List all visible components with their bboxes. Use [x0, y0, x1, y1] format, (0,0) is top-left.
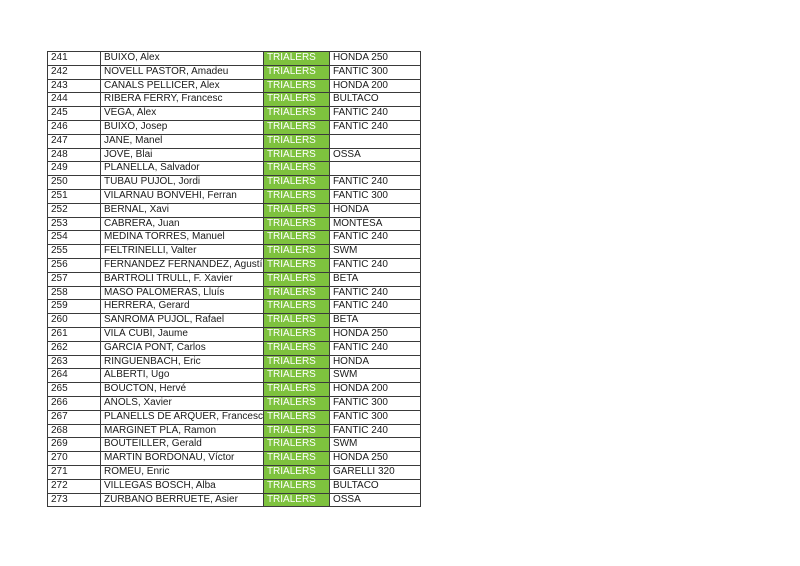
category-cell: TRIALERS: [263, 327, 329, 341]
rider-name-cell: ZURBANO BERRUETE, Asier: [101, 493, 264, 507]
motorcycle-cell: BETA: [329, 314, 420, 328]
category-cell: TRIALERS: [263, 300, 329, 314]
category-cell: TRIALERS: [263, 438, 329, 452]
rider-name-cell: JOVÉ, Blai: [101, 148, 264, 162]
motorcycle-cell: FANTIC 300: [329, 410, 420, 424]
category-cell: TRIALERS: [263, 424, 329, 438]
rider-number-cell: 270: [48, 452, 101, 466]
motorcycle-cell: HONDA: [329, 355, 420, 369]
table-row: [48, 355, 421, 369]
motorcycle-cell: HONDA 250: [329, 327, 420, 341]
table-row: [48, 493, 421, 507]
rider-name-cell: RINGUENBACH, Eric: [101, 355, 264, 369]
rider-number-cell: 249: [48, 162, 101, 176]
rider-number-cell: 262: [48, 341, 101, 355]
table-row: [48, 65, 421, 79]
rider-table: [47, 51, 421, 507]
motorcycle-cell: HONDA 200: [329, 383, 420, 397]
table-row: [48, 314, 421, 328]
motorcycle-cell: HONDA 200: [329, 79, 420, 93]
category-cell: TRIALERS: [263, 189, 329, 203]
motorcycle-cell: FANTIC 300: [329, 189, 420, 203]
rider-number-cell: 254: [48, 231, 101, 245]
motorcycle-cell: FANTIC 240: [329, 258, 420, 272]
rider-table-body: [48, 52, 421, 507]
rider-name-cell: GARCIA PONT, Carlos: [101, 341, 264, 355]
category-cell: TRIALERS: [263, 162, 329, 176]
table-row: [48, 452, 421, 466]
category-cell: TRIALERS: [263, 120, 329, 134]
rider-name-cell: FELTRINELLI, Valter: [101, 245, 264, 259]
rider-number-cell: 259: [48, 300, 101, 314]
rider-name-cell: VEGA, Alex: [101, 107, 264, 121]
motorcycle-cell: SWM: [329, 369, 420, 383]
category-cell: TRIALERS: [263, 258, 329, 272]
rider-number-cell: 257: [48, 272, 101, 286]
motorcycle-cell: [329, 162, 420, 176]
rider-number-cell: 258: [48, 286, 101, 300]
motorcycle-cell: SWM: [329, 245, 420, 259]
motorcycle-cell: HONDA: [329, 203, 420, 217]
table-row: [48, 176, 421, 190]
category-cell: TRIALERS: [263, 79, 329, 93]
motorcycle-cell: BULTACO: [329, 479, 420, 493]
table-row: [48, 79, 421, 93]
table-row: [48, 396, 421, 410]
table-row: [48, 369, 421, 383]
category-cell: TRIALERS: [263, 341, 329, 355]
category-cell: TRIALERS: [263, 272, 329, 286]
rider-number-cell: 251: [48, 189, 101, 203]
motorcycle-cell: FANTIC 240: [329, 286, 420, 300]
category-cell: TRIALERS: [263, 134, 329, 148]
motorcycle-cell: FANTIC 300: [329, 396, 420, 410]
rider-number-cell: 263: [48, 355, 101, 369]
category-cell: TRIALERS: [263, 479, 329, 493]
table-row: [48, 134, 421, 148]
rider-name-cell: VILLEGAS BOSCH, Alba: [101, 479, 264, 493]
rider-number-cell: 253: [48, 217, 101, 231]
table-row: [48, 479, 421, 493]
rider-number-cell: 255: [48, 245, 101, 259]
table-row: [48, 93, 421, 107]
table-row: [48, 327, 421, 341]
rider-number-cell: 266: [48, 396, 101, 410]
rider-name-cell: BERNAL, Xavi: [101, 203, 264, 217]
rider-name-cell: CABRERA, Juan: [101, 217, 264, 231]
rider-name-cell: PLANELLS DE ARQUER, Francesc: [101, 410, 264, 424]
rider-number-cell: 248: [48, 148, 101, 162]
category-cell: TRIALERS: [263, 52, 329, 66]
table-row: [48, 438, 421, 452]
rider-number-cell: 250: [48, 176, 101, 190]
rider-number-cell: 256: [48, 258, 101, 272]
table-row: [48, 341, 421, 355]
category-cell: TRIALERS: [263, 369, 329, 383]
table-row: [48, 231, 421, 245]
rider-number-cell: 260: [48, 314, 101, 328]
table-row: [48, 245, 421, 259]
rider-number-cell: 243: [48, 79, 101, 93]
rider-name-cell: NOVELL PASTOR, Amadeu: [101, 65, 264, 79]
rider-number-cell: 244: [48, 93, 101, 107]
category-cell: TRIALERS: [263, 383, 329, 397]
category-cell: TRIALERS: [263, 493, 329, 507]
category-cell: TRIALERS: [263, 217, 329, 231]
rider-number-cell: 272: [48, 479, 101, 493]
motorcycle-cell: [329, 134, 420, 148]
rider-name-cell: HERRERA, Gerard: [101, 300, 264, 314]
table-row: [48, 217, 421, 231]
rider-number-cell: 269: [48, 438, 101, 452]
rider-number-cell: 273: [48, 493, 101, 507]
table-row: [48, 189, 421, 203]
rider-name-cell: MEDINA TORRES, Manuel: [101, 231, 264, 245]
rider-name-cell: ROMEU, Enric: [101, 465, 264, 479]
rider-name-cell: JANÉ, Manel: [101, 134, 264, 148]
table-row: [48, 258, 421, 272]
table-row: [48, 465, 421, 479]
category-cell: TRIALERS: [263, 410, 329, 424]
rider-name-cell: MARGINET PLÀ, Ramon: [101, 424, 264, 438]
rider-number-cell: 247: [48, 134, 101, 148]
category-cell: TRIALERS: [263, 355, 329, 369]
table-row: [48, 52, 421, 66]
rider-number-cell: 268: [48, 424, 101, 438]
motorcycle-cell: BULTACO: [329, 93, 420, 107]
rider-name-cell: BOUCTON, Hervé: [101, 383, 264, 397]
motorcycle-cell: SWM: [329, 438, 420, 452]
rider-name-cell: FERNANDEZ FERNANDEZ, Agustí: [101, 258, 264, 272]
rider-name-cell: VILÀ CUBÍ, Jaume: [101, 327, 264, 341]
motorcycle-cell: FANTIC 240: [329, 120, 420, 134]
motorcycle-cell: OSSA: [329, 493, 420, 507]
table-row: [48, 120, 421, 134]
category-cell: TRIALERS: [263, 286, 329, 300]
category-cell: TRIALERS: [263, 176, 329, 190]
rider-number-cell: 241: [48, 52, 101, 66]
motorcycle-cell: HONDA 250: [329, 452, 420, 466]
rider-name-cell: BARTROLI TRULL, F. Xavier: [101, 272, 264, 286]
category-cell: TRIALERS: [263, 245, 329, 259]
rider-number-cell: 264: [48, 369, 101, 383]
motorcycle-cell: FANTIC 240: [329, 231, 420, 245]
rider-name-cell: VILARNAU BONVEHI, Ferran: [101, 189, 264, 203]
rider-name-cell: BUIXÓ, Josep: [101, 120, 264, 134]
table-row: [48, 424, 421, 438]
rider-number-cell: 246: [48, 120, 101, 134]
rider-name-cell: SANROMÀ PUJOL, Rafael: [101, 314, 264, 328]
rider-name-cell: AÑOLS, Xavier: [101, 396, 264, 410]
category-cell: TRIALERS: [263, 148, 329, 162]
table-row: [48, 272, 421, 286]
rider-name-cell: RIBERA FERRY, Francesc: [101, 93, 264, 107]
motorcycle-cell: GARELLI 320: [329, 465, 420, 479]
table-row: [48, 107, 421, 121]
rider-number-cell: 261: [48, 327, 101, 341]
category-cell: TRIALERS: [263, 465, 329, 479]
motorcycle-cell: MONTESA: [329, 217, 420, 231]
table-row: [48, 383, 421, 397]
motorcycle-cell: FANTIC 300: [329, 65, 420, 79]
motorcycle-cell: FANTIC 240: [329, 176, 420, 190]
rider-number-cell: 267: [48, 410, 101, 424]
rider-number-cell: 245: [48, 107, 101, 121]
table-row: [48, 286, 421, 300]
motorcycle-cell: FANTIC 240: [329, 424, 420, 438]
table-row: [48, 162, 421, 176]
rider-number-cell: 242: [48, 65, 101, 79]
category-cell: TRIALERS: [263, 231, 329, 245]
motorcycle-cell: OSSA: [329, 148, 420, 162]
motorcycle-cell: FANTIC 240: [329, 107, 420, 121]
motorcycle-cell: FANTIC 240: [329, 300, 420, 314]
table-row: [48, 148, 421, 162]
category-cell: TRIALERS: [263, 107, 329, 121]
rider-number-cell: 271: [48, 465, 101, 479]
rider-name-cell: BOUTEILLER, Gerald: [101, 438, 264, 452]
motorcycle-cell: FANTIC 240: [329, 341, 420, 355]
rider-name-cell: PLANELLA, Salvador: [101, 162, 264, 176]
rider-number-cell: 265: [48, 383, 101, 397]
rider-name-cell: CANALS PELLICER, Alex: [101, 79, 264, 93]
motorcycle-cell: HONDA 250: [329, 52, 420, 66]
table-row: [48, 410, 421, 424]
category-cell: TRIALERS: [263, 314, 329, 328]
rider-name-cell: BUIXÓ, Alex: [101, 52, 264, 66]
rider-name-cell: MARTIN BORDONAU, Víctor: [101, 452, 264, 466]
category-cell: TRIALERS: [263, 93, 329, 107]
rider-name-cell: TUBAU PUJOL, Jordi: [101, 176, 264, 190]
category-cell: TRIALERS: [263, 203, 329, 217]
rider-name-cell: MASÓ PALOMERAS, Lluís: [101, 286, 264, 300]
category-cell: TRIALERS: [263, 65, 329, 79]
rider-name-cell: ALBERTI, Ugo: [101, 369, 264, 383]
motorcycle-cell: BETA: [329, 272, 420, 286]
rider-number-cell: 252: [48, 203, 101, 217]
table-row: [48, 300, 421, 314]
table-row: [48, 203, 421, 217]
category-cell: TRIALERS: [263, 396, 329, 410]
category-cell: TRIALERS: [263, 452, 329, 466]
